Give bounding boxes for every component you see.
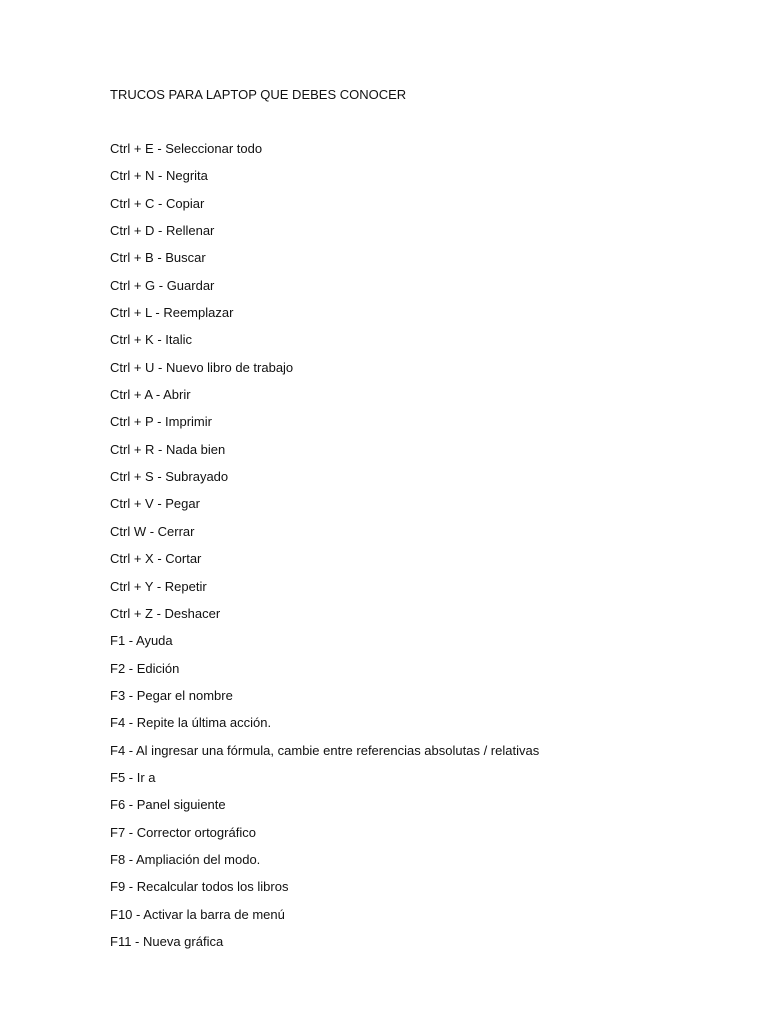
shortcut-item: Ctrl + L - Reemplazar [110, 305, 234, 321]
shortcut-item: Ctrl + N - Negrita [110, 168, 208, 184]
shortcut-item: Ctrl + G - Guardar [110, 277, 215, 293]
shortcut-item: Ctrl + R - Nada bien [110, 441, 226, 457]
shortcut-item: Ctrl + X - Cortar [110, 551, 202, 567]
shortcut-item: Ctrl + C - Copiar [110, 195, 205, 211]
shortcut-item: F9 - Recalcular todos los libros [110, 879, 289, 895]
shortcut-item: F10 - Activar la barra de menú [110, 906, 285, 922]
shortcut-item: Ctrl + D - Rellenar [110, 223, 215, 239]
shortcut-item: Ctrl + B - Buscar [110, 250, 206, 266]
shortcut-item: Ctrl + A - Abrir [110, 387, 191, 403]
shortcut-item: Ctrl + S - Subrayado [110, 469, 229, 485]
shortcut-item: F3 - Pegar el nombre [110, 687, 233, 703]
shortcut-item: Ctrl W - Cerrar [110, 523, 195, 539]
shortcut-item: Ctrl + P - Imprimir [110, 414, 212, 430]
shortcut-item: F6 - Panel siguiente [110, 797, 226, 813]
document-title: TRUCOS PARA LAPTOP QUE DEBES CONOCER [110, 87, 407, 102]
shortcut-item: F11 - Nueva gráfica [110, 933, 224, 949]
shortcut-item: F1 - Ayuda [110, 633, 173, 649]
shortcut-item: Ctrl + V - Pegar [110, 496, 200, 512]
shortcut-item: F7 - Corrector ortográfico [110, 824, 256, 840]
shortcut-item: F2 - Edición [110, 660, 180, 676]
shortcut-item: Ctrl + Y - Repetir [110, 578, 207, 594]
shortcut-item: Ctrl + E - Seleccionar todo [110, 141, 263, 156]
shortcut-item: F4 - Repite la última acción. [110, 715, 272, 731]
shortcut-item: Ctrl + U - Nuevo libro de trabajo [110, 359, 294, 375]
shortcut-list [110, 140, 539, 960]
shortcut-item: F8 - Ampliación del modo. [110, 851, 261, 867]
shortcut-item: F4 - Al ingresar una fórmula, cambie entre referencias absolutas / relativas [110, 742, 540, 758]
shortcut-item: F5 - Ir a [110, 769, 156, 785]
shortcut-item: Ctrl + Z - Deshacer [110, 605, 221, 621]
shortcut-item: Ctrl + K - Italic [110, 332, 192, 348]
